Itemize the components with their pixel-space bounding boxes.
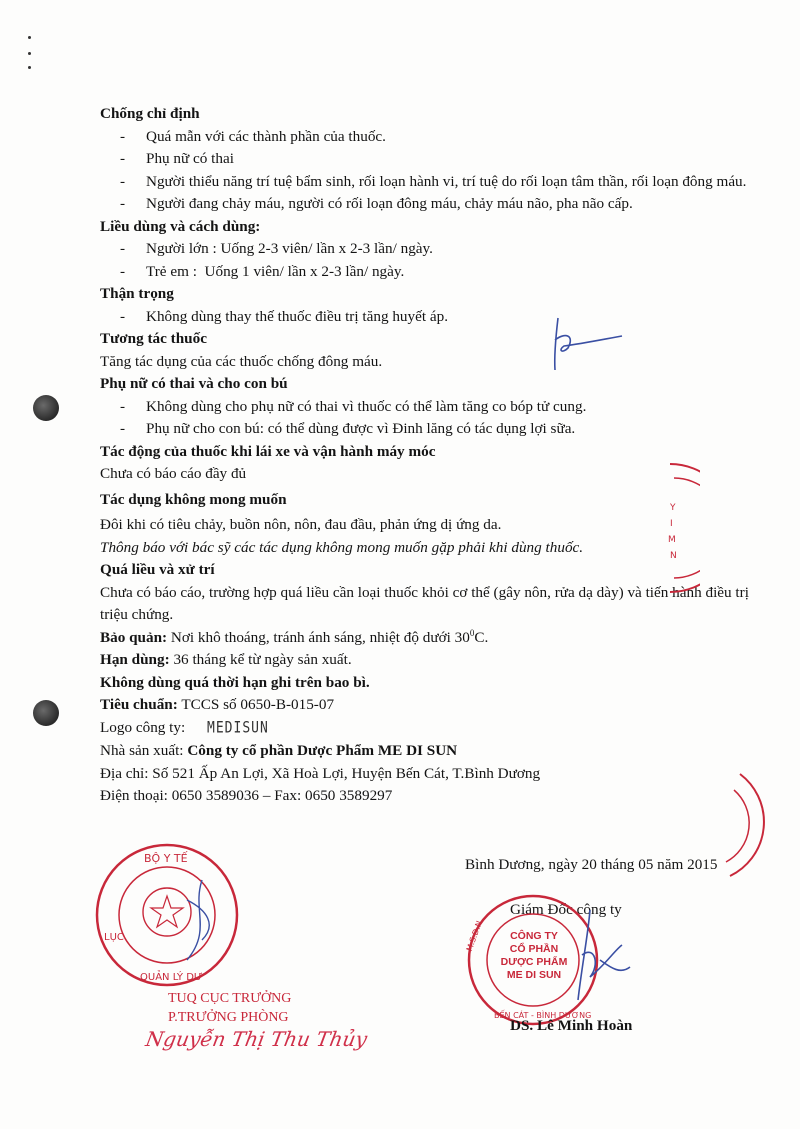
svg-text:BẾN CÁT - BÌNH DƯƠNG: BẾN CÁT - BÌNH DƯƠNG xyxy=(494,1011,592,1020)
side-effects-text: Đôi khi có tiêu chảy, buồn nôn, nôn, đau đầu, phản ứng dị ứng da. xyxy=(100,516,502,533)
medisun-logo: MEDISUN xyxy=(207,718,269,737)
director-title: Giám Đốc công ty xyxy=(510,901,622,918)
authority-signature: Nguyễn Thị Thu Thủy xyxy=(143,1027,369,1051)
partial-stamp-icon xyxy=(640,458,700,598)
storage-line xyxy=(100,627,762,650)
list-item: - Quá mẫn với các thành phần của thuốc. xyxy=(100,126,762,149)
manufacturer-name: Công ty cổ phần Dược Phẩm ME DI SUN xyxy=(187,742,458,759)
partial-stamp-icon xyxy=(720,770,795,880)
standard-line xyxy=(100,694,762,717)
logo-label: Logo công ty: xyxy=(100,718,186,736)
ministry-seal-icon xyxy=(92,840,242,990)
svg-text:N: N xyxy=(670,551,677,561)
expiry-text: 36 tháng kể từ ngày sản xuất. xyxy=(173,651,352,668)
signature-date: Bình Dương, ngày 20 tháng 05 năm 2015 xyxy=(465,856,718,873)
svg-text:M: M xyxy=(668,535,676,545)
scan-speck xyxy=(28,66,31,69)
list-item: - Phụ nữ cho con bú: có thể dùng được vì Đinh lăng có tác dụng lợi sữa. xyxy=(100,418,762,441)
pregnancy-heading: Phụ nữ có thai và cho con bú xyxy=(100,375,288,392)
logo-line xyxy=(100,717,762,741)
seal-line: CỔ PHẦN xyxy=(509,943,559,955)
director-signature-icon xyxy=(560,905,640,1005)
list-item: - Trẻ em : Uống 1 viên/ lần x 2-3 lần/ ngày. xyxy=(100,261,762,284)
expiry-line xyxy=(100,649,762,672)
overdose-text: Chưa có báo cáo, trường hợp quá liều cần loại thuốc khỏi cơ thể (gây nôn, rửa dạ dày) và tiến hành điều trị triệu chứng. xyxy=(100,583,749,623)
svg-text:QUẢN LÝ DƯ: QUẢN LÝ DƯ xyxy=(140,972,203,983)
standard-label: Tiêu chuẩn: xyxy=(100,696,178,713)
svg-text:BỘ Y TẾ: BỘ Y TẾ xyxy=(144,852,188,865)
expiry-label: Hạn dùng: xyxy=(100,651,170,668)
list-item: - Phụ nữ có thai xyxy=(100,148,762,171)
driving-heading: Tác động của thuốc khi lái xe và vận hành máy móc xyxy=(100,442,436,460)
dosage-heading: Liều dùng và cách dùng: xyxy=(100,217,261,235)
interactions-text: Tăng tác dụng của các thuốc chống đông máu. xyxy=(100,352,383,370)
driving-text: Chưa có báo cáo đầy đủ xyxy=(100,465,247,482)
list-item: - Không dùng thay thế thuốc điều trị tăng huyết áp. xyxy=(100,306,762,329)
interactions-heading: Tương tác thuốc xyxy=(100,330,207,347)
list-item: - Người lớn : Uống 2-3 viên/ lần x 2-3 lần/ ngày. xyxy=(100,238,762,261)
svg-text:M.S.D.N: M.S.D.N xyxy=(464,919,485,953)
seal-line: CÔNG TY xyxy=(510,930,558,942)
expiry-warning: Không dùng quá thời hạn ghi trên bao bì. xyxy=(100,673,370,691)
phone-line: Điện thoại: 0650 3589036 – Fax: 0650 3589297 xyxy=(100,787,393,804)
svg-text:LỤC: LỤC xyxy=(104,932,124,943)
address-line: Địa chỉ: Số 521 Ấp An Lợi, Xã Hoà Lợi, Huyện Bến Cát, T.Bình Dương xyxy=(100,764,541,782)
storage-superscript: 0 xyxy=(469,627,475,638)
storage-unit: C. xyxy=(474,628,489,646)
punch-hole xyxy=(33,395,59,421)
svg-text:I: I xyxy=(670,519,673,529)
svg-text:Y: Y xyxy=(670,503,676,513)
precautions-heading: Thận trọng xyxy=(100,285,174,302)
side-effects-heading: Tác dụng không mong muốn xyxy=(100,490,287,508)
list-item: - Người thiểu năng trí tuệ bẩm sinh, rối loạn hành vi, trí tuệ do rối loạn tâm thần, rối loạn đông máu. xyxy=(100,171,762,194)
authority-title xyxy=(168,989,291,1027)
document-body xyxy=(100,103,762,808)
list-item: - Không dùng cho phụ nữ có thai vì thuốc có thể làm tăng co bóp tử cung. xyxy=(100,396,762,419)
manufacturer-label: Nhà sản xuất: xyxy=(100,742,184,759)
seal-line: DƯỢC PHẨM xyxy=(500,956,568,968)
initials-signature-icon xyxy=(540,310,630,380)
scan-speck xyxy=(28,52,31,55)
scan-speck xyxy=(28,36,31,39)
side-effects-note: Thông báo với bác sỹ các tác dụng không mong muốn gặp phải khi dùng thuốc. xyxy=(100,538,584,556)
list-item: - Người đang chảy máu, người có rối loạn đông máu, chảy máu não, pha não cấp. xyxy=(100,193,762,216)
director-name: DS. Lê Minh Hoàn xyxy=(510,1017,633,1034)
manufacturer-line xyxy=(100,740,762,763)
standard-text: TCCS số 0650-B-015-07 xyxy=(181,696,335,713)
storage-text: Nơi khô thoáng, tránh ánh sáng, nhiệt độ dưới 30 xyxy=(170,628,470,646)
authority-line-2: P.TRƯỞNG PHÒNG xyxy=(168,1010,289,1025)
overdose-heading: Quá liều và xử trí xyxy=(100,561,215,578)
punch-hole xyxy=(33,700,59,726)
seal-line: ME DI SUN xyxy=(506,969,562,981)
storage-label: Bảo quản: xyxy=(100,628,168,646)
contraindications-heading: Chống chỉ định xyxy=(100,105,200,122)
authority-line-1: TUQ CỤC TRƯỞNG xyxy=(168,991,292,1006)
